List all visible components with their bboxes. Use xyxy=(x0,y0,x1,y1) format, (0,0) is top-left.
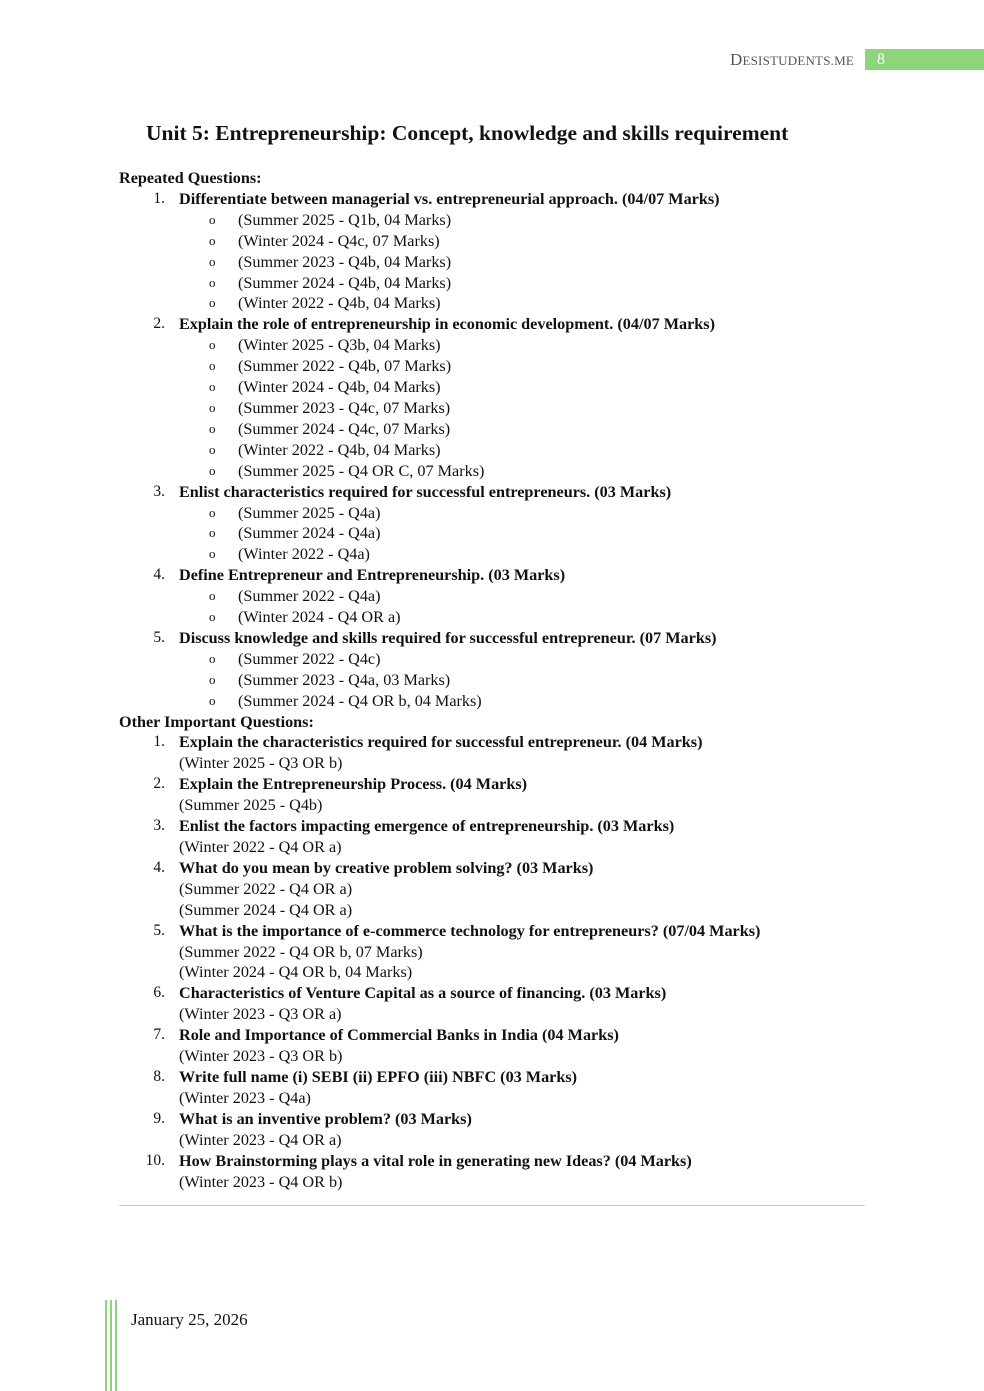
site-initial: D xyxy=(730,50,743,69)
question-text: How Brainstorming plays a vital role in generating new Ideas? (04 Marks) xyxy=(179,1151,692,1170)
question-text: Role and Importance of Commercial Banks in India (04 Marks) xyxy=(179,1026,619,1045)
exam-reference: (Winter 2023 - Q4 OR a) xyxy=(179,1130,342,1149)
question-number: 8. xyxy=(153,1067,165,1085)
accent-bar xyxy=(115,1300,117,1391)
question-item xyxy=(119,189,879,210)
question-text: Explain the role of entrepreneurship in economic development. (04/07 Marks) xyxy=(179,315,715,334)
bullet-circle-icon: o xyxy=(209,232,216,248)
exam-reference: (Winter 2024 - Q4 OR b, 04 Marks) xyxy=(179,963,413,982)
reference-text: (Summer 2023 - Q4c, 07 Marks) xyxy=(238,398,451,417)
exam-reference: (Winter 2023 - Q4 OR b) xyxy=(179,1172,343,1191)
exam-reference xyxy=(119,210,879,231)
reference-text: (Summer 2024 - Q4 OR b, 04 Marks) xyxy=(238,691,482,710)
exam-reference xyxy=(119,649,879,670)
bullet-circle-icon: o xyxy=(209,399,216,415)
question-item xyxy=(119,816,879,837)
reference-text: (Winter 2025 - Q3b, 04 Marks) xyxy=(238,336,441,355)
page-title: Unit 5: Entrepreneurship: Concept, knowledge and skills requirement xyxy=(146,121,789,145)
exam-reference xyxy=(119,398,879,419)
question-item xyxy=(119,1151,879,1172)
exam-reference xyxy=(119,293,879,314)
exam-reference: (Summer 2024 - Q4 OR a) xyxy=(179,900,353,919)
exam-reference xyxy=(119,419,879,440)
bullet-circle-icon: o xyxy=(209,504,216,520)
question-text: Enlist the factors impacting emergence of entrepreneurship. (03 Marks) xyxy=(179,817,675,836)
page-number: 8 xyxy=(865,49,984,70)
bullet-circle-icon: o xyxy=(209,650,216,666)
question-item xyxy=(119,628,879,649)
question-item xyxy=(119,983,879,1004)
repeated-questions-heading: Repeated Questions: xyxy=(119,169,262,187)
exam-reference: (Winter 2025 - Q3 OR b) xyxy=(179,754,343,773)
reference-text: (Summer 2024 - Q4c, 07 Marks) xyxy=(238,419,451,438)
exam-reference: (Summer 2022 - Q4 OR a) xyxy=(179,879,353,898)
exam-reference: (Winter 2023 - Q3 OR b) xyxy=(179,1047,343,1066)
bullet-circle-icon: o xyxy=(209,671,216,687)
question-number: 4. xyxy=(153,858,165,876)
question-item xyxy=(119,732,879,753)
question-text: Explain the Entrepreneurship Process. (04 Marks) xyxy=(179,775,528,794)
question-item xyxy=(119,482,879,503)
bullet-circle-icon: o xyxy=(209,546,216,562)
question-item xyxy=(119,565,879,586)
reference-text: (Summer 2022 - Q4b, 07 Marks) xyxy=(238,357,452,376)
exam-reference xyxy=(119,335,879,356)
exam-reference xyxy=(119,670,879,691)
exam-reference xyxy=(119,503,879,524)
question-text: What do you mean by creative problem solving? (03 Marks) xyxy=(179,858,594,877)
question-text: Discuss knowledge and skills required for successful entrepreneur. (07 Marks) xyxy=(179,628,717,647)
question-number: 5. xyxy=(153,921,165,939)
question-text: What is an inventive problem? (03 Marks) xyxy=(179,1109,472,1128)
repeated-questions-list xyxy=(119,189,879,712)
reference-text: (Winter 2022 - Q4b, 04 Marks) xyxy=(238,294,441,313)
site-tld: ME xyxy=(834,53,854,68)
exam-reference: (Winter 2023 - Q3 OR a) xyxy=(179,1005,342,1024)
question-item xyxy=(119,921,879,942)
reference-text: (Winter 2022 - Q4b, 04 Marks) xyxy=(238,440,441,459)
question-number: 1. xyxy=(153,733,165,751)
reference-text: (Winter 2022 - Q4a) xyxy=(238,545,370,564)
bullet-circle-icon: o xyxy=(209,274,216,290)
other-questions-list xyxy=(119,732,879,1192)
question-text: Define Entrepreneur and Entrepreneurship. (03 Marks) xyxy=(179,566,566,585)
reference-text: (Winter 2024 - Q4c, 07 Marks) xyxy=(238,231,440,250)
reference-text: (Summer 2023 - Q4a, 03 Marks) xyxy=(238,670,451,689)
bullet-circle-icon: o xyxy=(209,358,216,374)
footer-date: January 25, 2026 xyxy=(131,1310,248,1329)
exam-reference xyxy=(119,231,879,252)
header-site-name xyxy=(730,50,854,70)
exam-reference xyxy=(119,607,879,628)
question-text: Explain the characteristics required for successful entrepreneur. (04 Marks) xyxy=(179,733,703,752)
exam-reference xyxy=(119,377,879,398)
bullet-circle-icon: o xyxy=(209,420,216,436)
reference-text: (Summer 2025 - Q1b, 04 Marks) xyxy=(238,210,452,229)
exam-reference xyxy=(119,523,879,544)
reference-text: (Winter 2024 - Q4b, 04 Marks) xyxy=(238,378,441,397)
exam-reference xyxy=(119,273,879,294)
question-item xyxy=(119,1067,879,1088)
exam-reference xyxy=(119,691,879,712)
question-item xyxy=(119,314,879,335)
question-item xyxy=(119,858,879,879)
question-text: Write full name (i) SEBI (ii) EPFO (iii) NBFC (03 Marks) xyxy=(179,1067,578,1086)
question-text: Differentiate between managerial vs. entrepreneurial approach. (04/07 Marks) xyxy=(179,189,720,208)
exam-reference xyxy=(119,544,879,565)
exam-reference: (Summer 2025 - Q4b) xyxy=(179,796,323,815)
question-number: 10. xyxy=(145,1151,165,1169)
question-number: 9. xyxy=(153,1109,165,1127)
bullet-circle-icon: o xyxy=(209,295,216,311)
question-number: 5. xyxy=(153,628,165,646)
exam-reference xyxy=(119,356,879,377)
footer-divider xyxy=(119,1205,865,1206)
bullet-circle-icon: o xyxy=(209,211,216,227)
exam-reference xyxy=(119,461,879,482)
accent-bar xyxy=(105,1300,107,1391)
exam-reference: (Summer 2022 - Q4 OR b, 07 Marks) xyxy=(179,942,423,961)
bullet-circle-icon: o xyxy=(209,337,216,353)
question-number: 1. xyxy=(153,189,165,207)
accent-bar xyxy=(110,1300,112,1391)
question-number: 2. xyxy=(153,775,165,793)
question-number: 3. xyxy=(153,817,165,835)
question-number: 7. xyxy=(153,1026,165,1044)
question-item xyxy=(119,1025,879,1046)
question-number: 3. xyxy=(153,482,165,500)
question-item xyxy=(119,774,879,795)
bullet-circle-icon: o xyxy=(209,588,216,604)
document-content xyxy=(119,168,879,1192)
exam-reference xyxy=(119,586,879,607)
exam-reference: (Winter 2023 - Q4a) xyxy=(179,1088,311,1107)
question-text: Characteristics of Venture Capital as a source of financing. (03 Marks) xyxy=(179,984,667,1003)
bullet-circle-icon: o xyxy=(209,462,216,478)
question-text: Enlist characteristics required for successful entrepreneurs. (03 Marks) xyxy=(179,482,672,501)
bullet-circle-icon: o xyxy=(209,609,216,625)
bullet-circle-icon: o xyxy=(209,525,216,541)
reference-text: (Winter 2024 - Q4 OR a) xyxy=(238,608,401,627)
question-item xyxy=(119,1109,879,1130)
bullet-circle-icon: o xyxy=(209,253,216,269)
reference-text: (Summer 2023 - Q4b, 04 Marks) xyxy=(238,252,452,271)
bullet-circle-icon: o xyxy=(209,379,216,395)
exam-reference xyxy=(119,252,879,273)
exam-reference: (Winter 2022 - Q4 OR a) xyxy=(179,838,342,856)
question-number: 6. xyxy=(153,984,165,1002)
bullet-circle-icon: o xyxy=(209,692,216,708)
question-text: What is the importance of e-commerce technology for entrepreneurs? (07/04 Marks) xyxy=(179,921,761,940)
other-questions-heading: Other Important Questions: xyxy=(119,712,314,731)
reference-text: (Summer 2022 - Q4c) xyxy=(238,649,381,668)
bullet-circle-icon: o xyxy=(209,441,216,457)
reference-text: (Summer 2022 - Q4a) xyxy=(238,587,381,606)
reference-text: (Summer 2025 - Q4 OR C, 07 Marks) xyxy=(238,461,485,480)
reference-text: (Summer 2024 - Q4b, 04 Marks) xyxy=(238,273,452,292)
exam-reference xyxy=(119,440,879,461)
site-name-rest: ESISTUDENTS xyxy=(742,53,831,68)
question-number: 4. xyxy=(153,566,165,584)
reference-text: (Summer 2024 - Q4a) xyxy=(238,524,381,543)
reference-text: (Summer 2025 - Q4a) xyxy=(238,503,381,522)
site-dot: . xyxy=(830,53,835,68)
question-number: 2. xyxy=(153,315,165,333)
footer-accent-bars xyxy=(105,1300,117,1391)
